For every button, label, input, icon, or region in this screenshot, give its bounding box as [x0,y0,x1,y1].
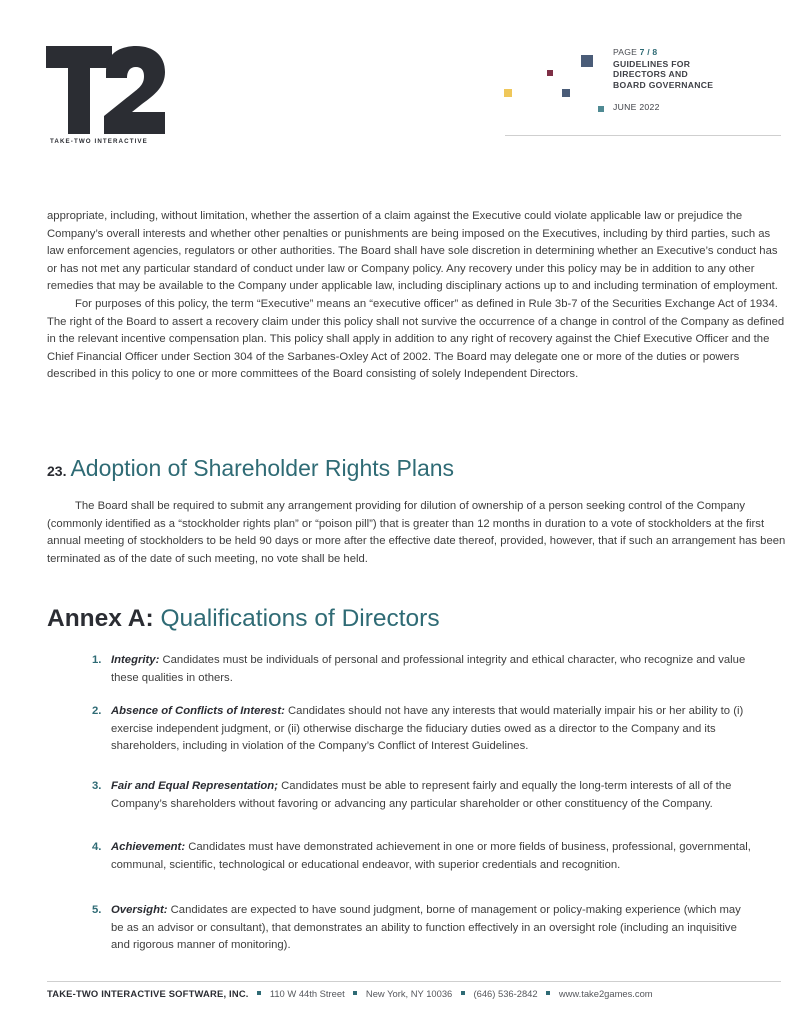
footer-website-link[interactable]: www.take2games.com [558,988,653,999]
footer-company-name: TAKE-TWO INTERACTIVE SOFTWARE, INC. [47,988,249,999]
page-footer [47,988,653,999]
decor-square-navy-small [562,89,570,97]
list-item-text: Candidates must have demonstrated achievement in one or more fields of business, professional, governmental, communal, scientific, technological or educational endeavor, with superior credentials and recognition. [111,841,751,871]
continuation-paragraph: appropriate, including, without limitation, whether the assertion of a claim against the Executive could violate applicable law or prejudice the Company’s overall interests and whether other penalties or punishments are being imposed on the Executives, including by third parties, such as law enforcement agencies, regulators or other authorities. The Board shall have sole discretion in determining whether an Executive’s conduct has or has not met any particular standard of conduct under law or Company policy. Any recovery under this policy may be in addition to any other remedies that may be available to the Company under applicable law, including disciplinary actions up to and including termination of employment. [47,210,778,293]
body-text-block [47,208,787,384]
decor-square-yellow [504,89,512,97]
document-title-line-1: GUIDELINES FOR [613,58,691,69]
annex-title: Qualifications of Directors [160,605,440,632]
page-number: 7 / 8 [639,47,658,57]
executive-definition-paragraph: For purposes of this policy, the term “Executive” means an “executive officer” as defined in Rule 3b-7 of the Securities Exchange Act of 1934. The right of the Board to assert a recovery claim under this policy shall not survive the occurrence of a change in control of the Company as defined in the relevant incentive compensation plan. This policy shall apply in addition to any right of recovery against the Chief Executive Officer and the Chief Financial Officer under Section 304 of the Sarbanes-Oxley Act of 2002. The Board may delegate one or more of the duties or powers described in this policy to one or more committees of the Board consisting of solely Independent Directors. [47,297,785,381]
list-item [92,839,752,874]
list-item [92,902,752,955]
decor-square-maroon [547,70,553,76]
list-item-number: 5. [92,904,102,916]
list-item [92,778,752,813]
page-label: PAGE [613,47,638,57]
take-two-logo [46,46,166,148]
annex-heading [47,605,440,633]
section-23-body [47,498,787,568]
footer-city: New York, NY 10036 [365,988,453,999]
bullet-separator-icon [257,991,261,995]
list-item-text: Candidates should not have any interests that would materially impair his or her ability to (i) exercise independent judgment, or (ii) otherwise discharge the fiduciary duties owed as a director to the Company and its shareholders, including in violation of the Company’s Conflict of Interest Guidelines. [111,705,744,753]
logo-tagline: TAKE-TWO INTERACTIVE [50,138,148,145]
section-heading-23 [47,455,454,482]
list-item-number: 3. [92,780,102,792]
list-item [92,703,752,756]
section-title: Adoption of Shareholder Rights Plans [70,455,455,481]
list-item-text: Candidates must be individuals of personal and professional integrity and ethical character, who recognize and value these qualities in others. [111,654,746,684]
bullet-separator-icon [461,991,465,995]
footer-address: 110 W 44th Street [269,988,345,999]
bullet-separator-icon [353,991,357,995]
page-indicator [613,47,783,58]
bullet-separator-icon [546,991,550,995]
list-item-number: 1. [92,654,102,666]
header-divider [505,135,781,136]
decor-square-navy-large [581,55,593,67]
page-header-info [613,47,783,113]
list-item-term: Integrity: [111,654,160,666]
document-title-line-3: BOARD GOVERNANCE [613,79,714,90]
footer-phone: (646) 536-2842 [473,988,538,999]
list-item-text: Candidates are expected to have sound judgment, borne of management or policy-making experience (which may be as an advisor or consultant), that demonstrates an ability to function effectively in an oversight role (including an inquisitive and rigorous manner of monitoring). [111,904,741,952]
list-item-number: 4. [92,841,102,853]
footer-divider [47,981,781,982]
document-title [613,59,783,91]
decor-square-teal [598,106,604,112]
list-item-term: Absence of Conflicts of Interest: [111,705,285,717]
document-title-line-2: DIRECTORS AND [613,69,689,79]
document-date: JUNE 2022 [613,102,660,112]
list-item [92,652,752,687]
t2-logo-mark-icon [46,46,166,134]
list-item-term: Achievement: [111,841,186,853]
list-item-term: Oversight: [111,904,168,916]
list-item-term: Fair and Equal Representation; [111,780,278,792]
annex-label: Annex A: [47,605,154,632]
section-number: 23. [47,463,67,479]
section-23-paragraph: The Board shall be required to submit any arrangement providing for dilution of ownership of a person seeking control of the Company (commonly identified as a “stockholder rights plan” or “poison pill”) that is greater than 12 months in duration to a vote of stockholders at the first annual meeting of stockholders to be held 90 days or more after the effective date thereof, provided, however, that if such an arrangement has been terminated as of the date of such meeting, no vote shall be held. [47,500,786,565]
list-item-number: 2. [92,705,102,717]
list-item-text: Candidates must be able to represent fairly and equally the long-term interests of all of the Company’s shareholders without favoring or advancing any particular shareholder or other constituency of the Company. [111,780,732,810]
